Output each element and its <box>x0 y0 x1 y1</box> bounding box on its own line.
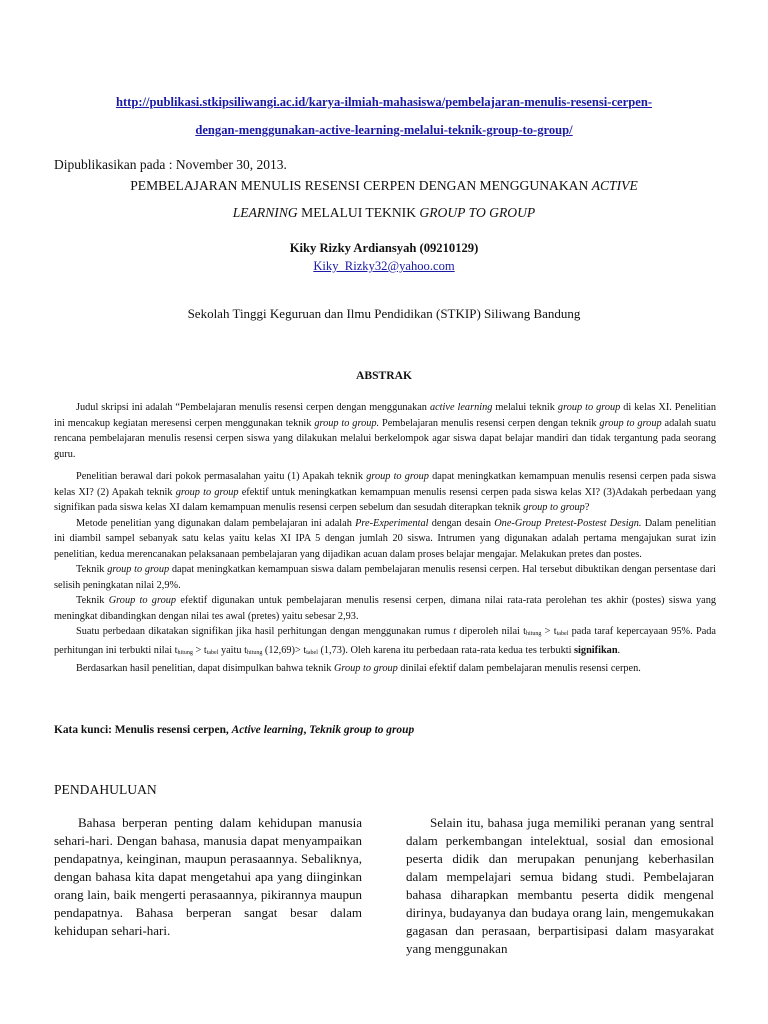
abstract-paragraph-1: Judul skripsi ini adalah “Pembelajaran menulis resensi cerpen dengan menggunakan active learning melalui teknik group to group di kelas XI. Penelitian ini mencakup kegiatan meresensi cerpen menggunakan teknik group to group. Pembelajaran menulis resensi cerpen dengan teknik group to group adalah suatu rencana pembelajaran menulis resensi cerpen siswa yang dilakukan melalui berkelompok agar siswa dapat belajar mandiri dan tidak tergantung pada seorang guru. <box>54 402 716 460</box>
title-italic: GROUP TO GROUP <box>419 205 536 220</box>
keywords: Kata kunci: Menulis resensi cerpen, Active learning, Teknik group to group <box>54 724 415 736</box>
source-url-line-1[interactable]: http://publikasi.stkipsiliwangi.ac.id/karya-ilmiah-mahasiswa/pembelajaran-menulis-resensi-cerpen- <box>115 95 653 109</box>
abstract-paragraph-3: Metode penelitian yang digunakan dalam pembelajaran ini adalah Pre-Experimental dengan desain One-Group Pretest-Postest Design. Dalam penelitian ini diambil sampel sebanyak satu kelas yaitu kelas XI IPA 5 dengan jumlah 20 siswa. Intrumen yang digunakan adalah pertama mengajukan surat izin penelitian, kedua merencanakan pelaksanaan pembelajaran yang dijadikan acuan dalam proses belajar mengajar. Melakukan pretes dan postes. <box>54 517 717 560</box>
section-heading: PENDAHULUAN <box>54 782 157 797</box>
author-name: Kiky Rizky Ardiansyah (09210129) <box>289 241 479 255</box>
title-italic: LEARNING <box>232 205 298 220</box>
author-email-link[interactable]: Kiky_Rizky32@yahoo.com <box>313 259 455 273</box>
paper-title-line-2 <box>40 199 728 227</box>
abstract-paragraph-6: Suatu perbedaan dikatakan signifikan jika hasil perhitungan dengan menggunakan rumus t diperoleh nilai $t_{hitung} > t_{tabel}$ pada taraf kepercayaan 95%. Pada perhitungan ini terbukti nilai $t_{hitung} > t_{tabel}$ yaitu $t_{hitung}$ $(12,69)> t_{tabel}$ (1,73). Oleh karena itu perbedaan rata-rata kedua tes terbukti signifikan. <box>54 626 716 656</box>
title-italic: ACTIVE <box>591 178 638 193</box>
abstract-heading: ABSTRAK <box>355 369 413 382</box>
title-text: MELALUI TEKNIK <box>301 205 417 220</box>
abstract-paragraph-7: Berdasarkan hasil penelitian, dapat disimpulkan bahwa teknik Group to group dinilai efektif dalam pembelajaran menulis resensi cerpen. <box>76 663 641 674</box>
paper-title-line-1 <box>40 172 728 200</box>
abstract-paragraph-2: Penelitian berawal dari pokok permasalahan yaitu (1) Apakah teknik group to group dapat meningkatkan kemampuan menulis resensi cerpen pada siswa kelas XI? (2) Apakah teknik group to group efektif untuk meningkatkan kemampuan menulis resensi cerpen pada siswa kelas XI? (3)Adakah perbedaan yang signifikan pada siswa kelas XI dalam kemampuan menulis resensi cerpen sebelum dan sesudah diterapkan teknik group to group? <box>54 471 716 513</box>
body-column-left <box>54 814 362 940</box>
institution: Sekolah Tinggi Keguruan dan Ilmu Pendidikan (STKIP) Siliwang Bandung <box>187 306 581 321</box>
title-text: PEMBELAJARAN MENULIS RESENSI CERPEN DENGAN MENGGUNAKAN <box>130 178 589 193</box>
body-paragraph: Bahasa berperan penting dalam kehidupan manusia sehari-hari. Dengan bahasa, manusia dapat menyampaikan pendapatnya, keinginan, maupun perasaannya. Sebaliknya, dengan bahasa kita dapat mengetahui apa yang diinginkan orang lain, baik mengerti perasaannya, pikirannya maupun pendapatnya. Bahasa berperan sangat besar dalam kehidupan sehari-hari. <box>54 815 362 938</box>
abstract-paragraph-5: Teknik Group to group efektif digunakan untuk pembelajaran menulis resensi cerpen, dimana nilai rata-rata perolehan tes akhir (postes) siswa yang meningkat dibandingkan dengan nilai tes awal (pretes) yaitu sebesar 2,93. <box>54 595 716 622</box>
body-paragraph: Selain itu, bahasa juga memiliki peranan yang sentral dalam perkembangan intelektual, sosial dan emosional peserta didik dan merupakan penunjang keberhasilan dalam mempelajari semua bidang studi. Pembelajaran bahasa diharapkan membantu peserta didik mengenal dirinya, budayanya dan budaya orang lain, mengemukakan gagasan dan perasaan, berpartisipasi dalam masyarakat yang menggunakan <box>406 815 714 956</box>
publication-date: Dipublikasikan pada : November 30, 2013. <box>54 157 287 172</box>
abstract-paragraph-4: Teknik group to group dapat meningkatkan kemampuan siswa dalam pembelajaran menulis resensi cerpen. Hal tersebut dibuktikan dengan persentase dari selisih peningkatan nilai 2,9%. <box>54 564 716 591</box>
abstract-body <box>54 469 716 677</box>
source-url-line-2[interactable]: dengan-menggunakan-active-learning-melalui-teknik-group-to-group/ <box>195 123 573 137</box>
body-column-right <box>406 814 714 958</box>
